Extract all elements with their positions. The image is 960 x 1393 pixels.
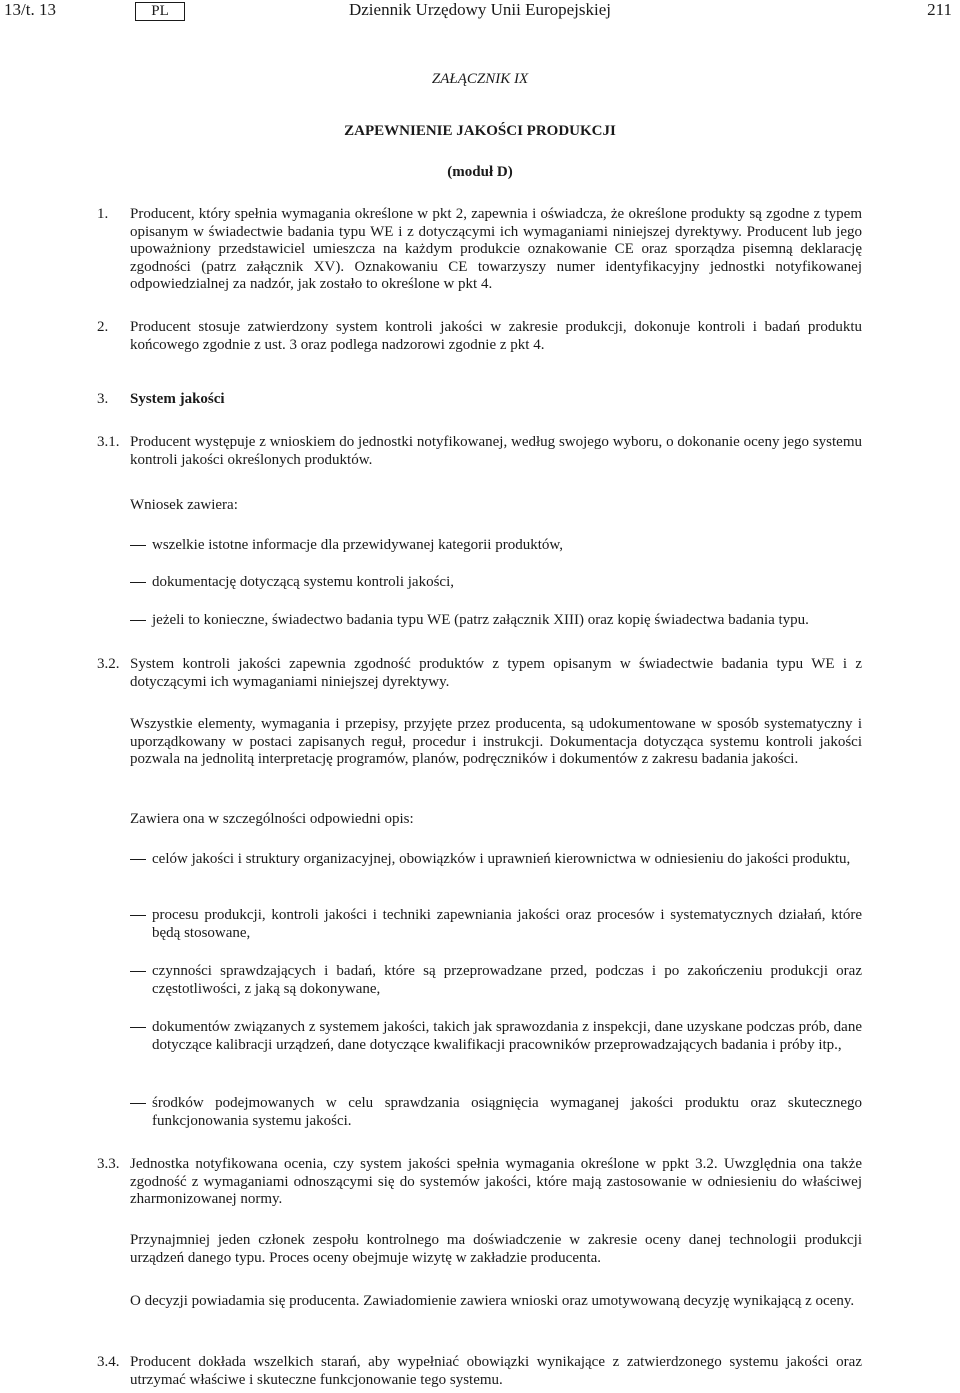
list-item: dokumentację dotyczącą systemu kontroli jakości, [130,574,862,592]
dash-icon [130,1103,146,1104]
section-number: 3.2. [97,656,120,672]
list-item: wszelkie istotne informacje dla przewidywanej kategorii produktów, [130,537,862,555]
section-3-3-text: Jednostka notyfikowana ocenia, czy system jakości spełnia wymagania określone w ppkt 3.2. Uwzględnia ona także zgodność z wymaganiami odnoszącymi się do systemów jakości, które mają zastosowanie w odniesieniu do właściwej zharmonizowanej normy. [130,1156,862,1207]
document-title: ZAPEWNIENIE JAKOŚCI PRODUKCJI [344,123,616,139]
journal-title: Dziennik Urzędowy Unii Europejskiej [348,0,611,19]
section-3-2-intro: Zawiera ona w szczególności odpowiedni opis: [130,811,414,827]
language-badge: PL [135,2,185,21]
section-3-2-para2: Wszystkie elementy, wymagania i przepisy, przyjęte przez producenta, są udokumentowane w sposób systematyczny i uporządkowany w postaci zapisanych reguł, procedur i instrukcji. Dokumentacja dotycząca systemu kontroli jakości pozwala na jednolitą interpretację programów, planów, podręczników i dokumentów z zakresu badania jakości. [130,716,862,767]
section-3-3-para3: O decyzji powiadamia się producenta. Zawiadomienie zawiera wnioski oraz umotywowaną decyzję wynikającą z oceny. [130,1293,855,1309]
list-item: celów jakości i struktury organizacyjnej, obowiązków i uprawnień kierownictwa w odniesieniu do jakości produktu, [130,851,862,869]
section-3-4-text: Producent dokłada wszelkich starań, aby wypełniać obowiązki wynikające z zatwierdzonego systemu jakości oraz utrzymać właściwe i skuteczne funkcjonowanie tego systemu. [130,1354,862,1388]
section-number: 3. [97,391,109,407]
section-number: 2. [97,319,109,335]
section-3-2-text: System kontroli jakości zapewnia zgodność produktów z typem opisanym w świadectwie badania typu WE i z dotyczącymi ich wymaganiami niniejszej dyrektywy. [130,656,862,690]
dash-icon [130,1027,146,1028]
journal-header [0,0,960,22]
section-3-heading: System jakości [130,391,225,407]
dash-icon [130,915,146,916]
section-number: 1. [97,206,109,222]
page-reference: 13/t. 13 [4,0,56,19]
section-number: 3.3. [97,1156,120,1172]
annex-label: ZAŁĄCZNIK IX [431,71,529,87]
section-3-1-text: Producent występuje z wnioskiem do jednostki notyfikowanej, według swojego wyboru, o dokonanie oceny jego systemu kontroli jakości określonych produktów. [130,434,862,468]
dash-icon [130,620,146,621]
section-3-3-para2: Przynajmniej jeden członek zespołu kontrolnego ma doświadczenie w zakresie oceny danej technologii produkcji urządzeń danego typu. Proces oceny obejmuje wizytę w zakładzie producenta. [130,1232,862,1266]
list-item: środków podejmowanych w celu sprawdzania osiągnięcia wymaganej jakości produktu oraz skutecznego funkcjonowania systemu jakości. [130,1095,862,1130]
dash-icon [130,545,146,546]
list-item: procesu produkcji, kontroli jakości i techniki zapewniania jakości oraz procesów i systematycznych działań, które będą stosowane, [130,907,862,942]
list-item: jeżeli to konieczne, świadectwo badania typu WE (patrz załącznik XIII) oraz kopię świadectwa badania typu. [130,612,862,630]
section-1-text: Producent, który spełnia wymagania określone w pkt 2, zapewnia i oświadcza, że określone produkty są zgodne z typem opisanym w świadectwie badania typu WE i z dotyczącymi ich wymaganiami niniejszej dyrektywy. Producent lub jego upoważniony przedstawiciel umieszcza na każdym produkcie oznakowanie CE oraz sporządza pisemną deklarację zgodności (patrz załącznik XV). Oznakowaniu CE towarzyszy numer identyfikacyjny jednostki notyfikowanej odpowiedzialnej za nadzór, jak zostało to określone w pkt 4. [130,206,862,292]
section-number: 3.4. [97,1354,120,1370]
dash-icon [130,582,146,583]
module-label: (moduł D) [447,164,513,180]
page-number: 211 [927,0,952,19]
dash-icon [130,859,146,860]
list-item: dokumentów związanych z systemem jakości, takich jak sprawozdania z inspekcji, dane uzyskane podczas prób, dane dotyczące kalibracji urządzeń, dane dotyczące kwalifikacji pracowników przeprowadzających badania i próby itp., [130,1019,862,1054]
section-2-text: Producent stosuje zatwierdzony system kontroli jakości w zakresie produkcji, dokonuje kontroli i badań produktu końcowego zgodnie z ust. 3 oraz podlega nadzorowi zgodnie z pkt 4. [130,319,862,353]
list-item: czynności sprawdzających i badań, które są przeprowadzane przed, podczas i po zakończeniu produkcji oraz częstotliwości, z jaką są dokonywane, [130,963,862,998]
dash-icon [130,971,146,972]
section-3-1-intro: Wniosek zawiera: [130,497,238,513]
section-number: 3.1. [97,434,120,450]
